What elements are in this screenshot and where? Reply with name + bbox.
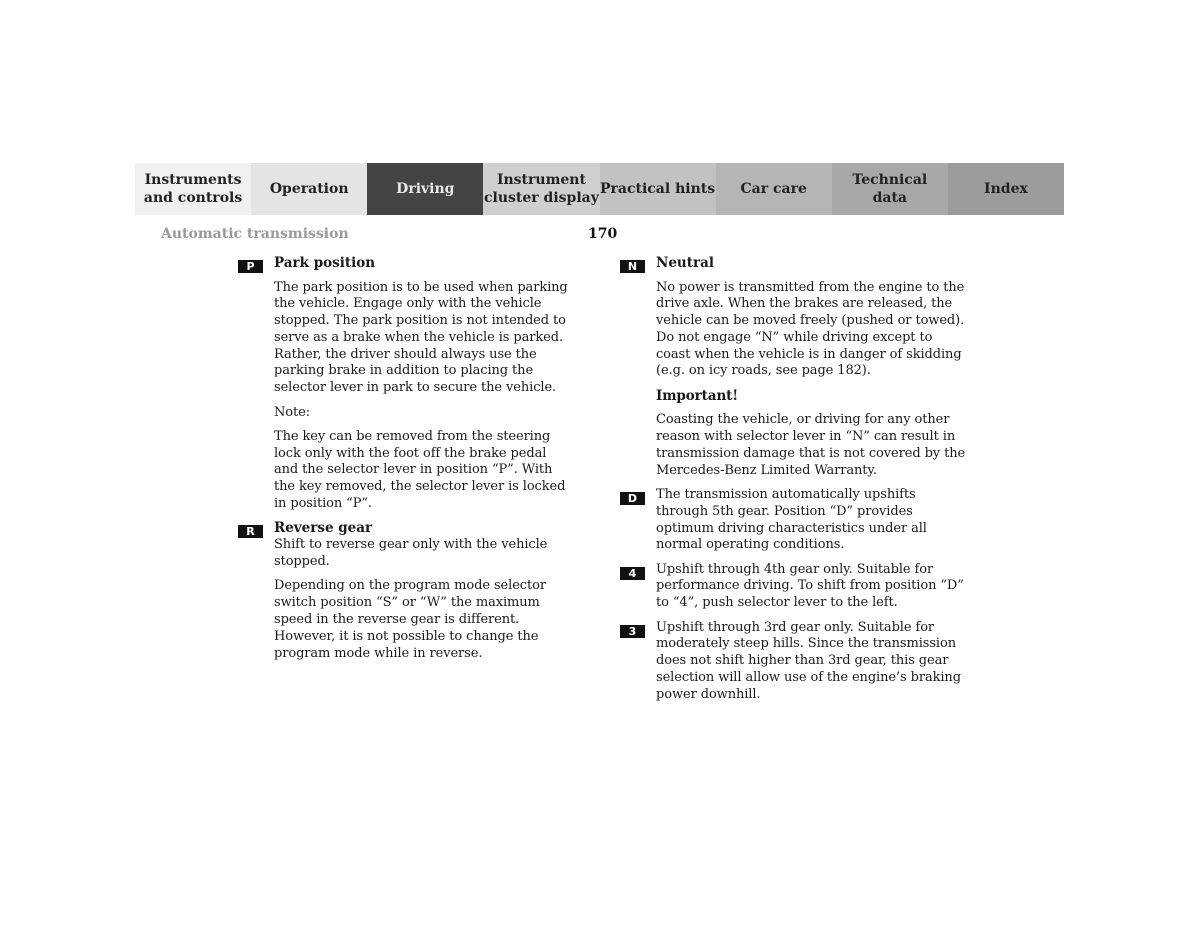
tab-technical-data[interactable]: Technical data (832, 163, 948, 215)
neutral-warning-text: Coasting the vehicle, or driving for any other reason with selector lever in “N” can result in transmission damage that is not covered by the Mercedes-Benz Limited Warranty. (656, 412, 966, 478)
neutral-text: No power is transmitted from the engine to the drive axle. When the brakes are released, the vehicle can be moved freely (pushed or towed). Do not engage “N” while driving except to coast when the vehicle is in danger of skidding (e.g. on icy roads, see page 182). (656, 279, 965, 379)
drive-entry (620, 487, 970, 554)
fourth-gear-text: Upshift through 4th gear only. Suitable for performance driving. To shift from position “D” to “4”, push selector lever to the left. (656, 561, 964, 611)
tab-operation[interactable]: Operation (251, 163, 367, 215)
important-label: Important! (656, 387, 739, 404)
section-title: Automatic transmission (161, 226, 349, 242)
gear-d-badge: D (620, 492, 645, 505)
tab-car-care[interactable]: Car care (716, 163, 832, 215)
tab-instrument-cluster-display[interactable]: Instrument cluster display (483, 163, 599, 215)
left-column (238, 255, 568, 662)
tab-driving[interactable]: Driving (367, 163, 483, 215)
tab-practical-hints[interactable]: Practical hints (600, 163, 716, 215)
chapter-tabs (135, 163, 1064, 215)
park-position-text: The park position is to be used when parking the vehicle. Engage only with the vehicle stopped. The park position is not intended to serve as a brake when the vehicle is parked. Rather, the driver should always use the parking brake in addition to placing the selector lever in park to secure the vehicle. (274, 279, 568, 396)
note-label: Note: (274, 404, 310, 420)
right-column (620, 255, 970, 704)
neutral-entry (620, 255, 970, 479)
third-gear-entry (620, 620, 970, 704)
reverse-gear-heading: Reverse gear (274, 520, 373, 537)
park-position-entry (238, 255, 568, 513)
tab-index[interactable]: Index (948, 163, 1064, 215)
gear-3-badge: 3 (620, 625, 645, 638)
tab-instruments-and-controls[interactable]: Instruments and controls (135, 163, 251, 215)
park-note-text: The key can be removed from the steering lock only with the foot off the brake pedal and the selector lever in position “P”. With the key removed, the selector lever is locked in position “P”. (274, 428, 566, 512)
gear-n-badge: N (620, 260, 645, 273)
fourth-gear-entry (620, 562, 970, 612)
drive-text: The transmission automatically upshifts through 5th gear. Position “D” provides optimum driving characteristics under all normal operating conditions. (656, 486, 927, 553)
neutral-heading: Neutral (656, 255, 714, 271)
page-number: 170 (588, 226, 618, 242)
reverse-gear-text: Shift to reverse gear only with the vehicle stopped. (274, 537, 548, 570)
park-position-heading: Park position (274, 255, 376, 271)
reverse-mode-text: Depending on the program mode selector switch position “S” or “W” the maximum speed in the reverse gear is different. However, it is not possible to change the program mode while in reverse. (274, 578, 546, 661)
reverse-gear-entry (238, 520, 568, 662)
third-gear-text: Upshift through 3rd gear only. Suitable for moderately steep hills. Since the transmission does not shift higher than 3rd gear, this gear selection will allow use of the engine’s braking power downhill. (656, 619, 961, 702)
gear-r-badge: R (238, 525, 263, 538)
gear-4-badge: 4 (620, 567, 645, 580)
gear-p-badge: P (238, 260, 263, 273)
